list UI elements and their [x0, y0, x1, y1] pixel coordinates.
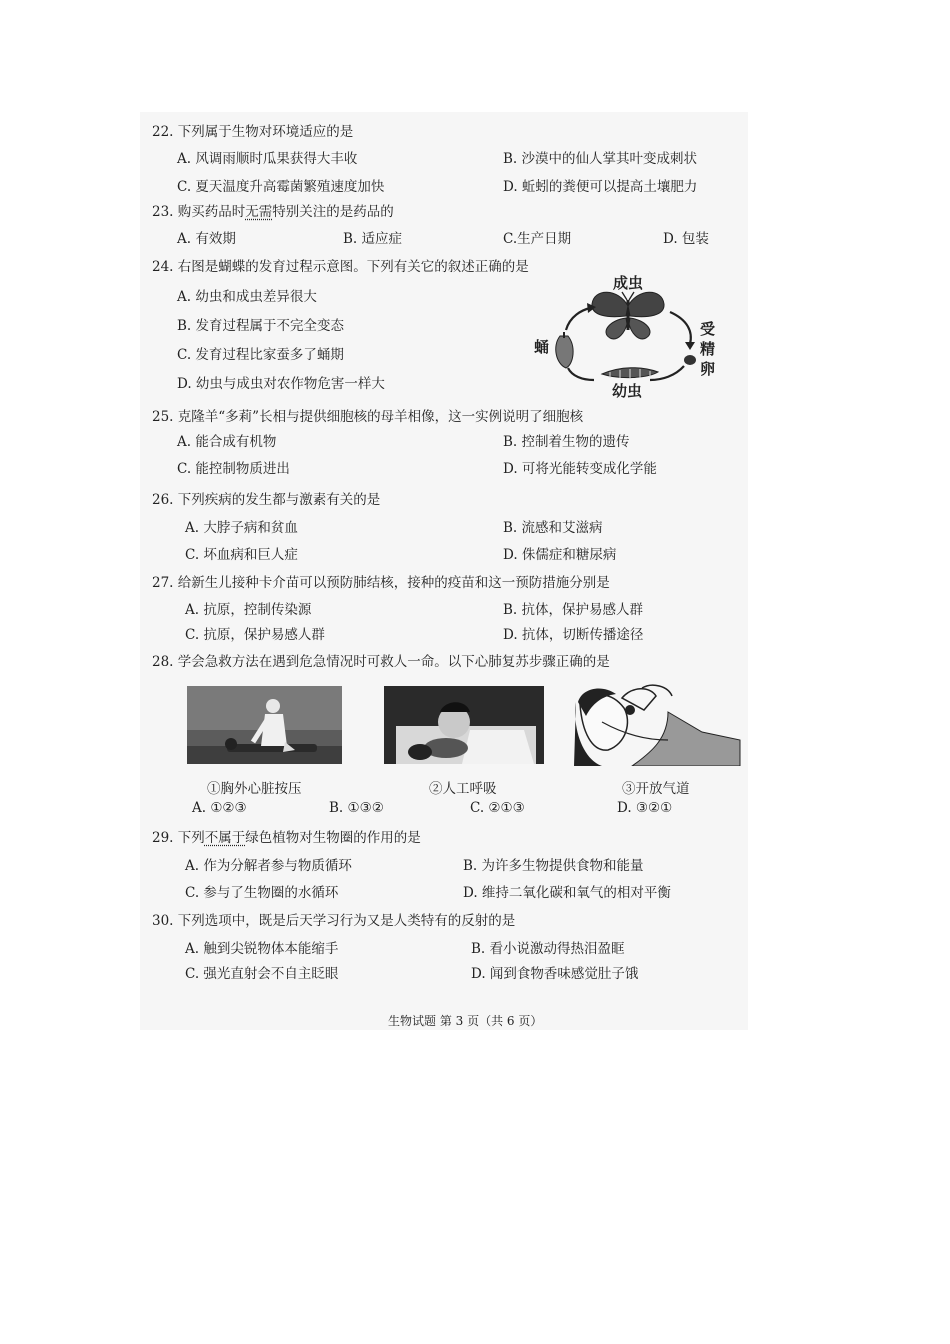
question-26-option-d: D. 侏儒症和糖尿病 [503, 547, 617, 563]
label-adult: 成虫 [613, 274, 644, 292]
question-29-option-b: B. 为许多生物提供食物和能量 [463, 858, 644, 874]
question-23-option-a: A. 有效期 [177, 231, 236, 247]
question-27-option-a: A. 抗原，控制传染源 [185, 602, 312, 618]
label-egg-1: 受 [700, 320, 716, 338]
caption-open-airway: ③开放气道 [622, 781, 690, 797]
question-24-option-b: B. 发育过程属于不完全变态 [177, 318, 345, 334]
label-larva: 幼虫 [612, 382, 643, 400]
question-28-stem: 28. 学会急救方法在遇到危急情况时可救人一命。以下心肺复苏步骤正确的是 [152, 654, 610, 670]
question-29-option-c: C. 参与了生物圈的水循环 [185, 885, 339, 901]
question-23-stem: 23. 购买药品时无需特别关注的是药品的 [152, 204, 394, 220]
question-22-option-d: D. 蚯蚓的粪便可以提高土壤肥力 [503, 179, 698, 195]
question-27-stem: 27. 给新生儿接种卡介苗可以预防肺结核，接种的疫苗和这一预防措施分别是 [152, 575, 610, 591]
question-27-option-b: B. 抗体，保护易感人群 [503, 602, 644, 618]
page-footer: 生物试题 第 3 页（共 6 页） [388, 1014, 543, 1028]
question-24-option-a: A. 幼虫和成虫差异很大 [177, 289, 317, 305]
caption-chest-compression: ①胸外心脏按压 [207, 781, 302, 797]
question-28-option-b: B. ①③② [329, 800, 384, 816]
question-28-option-a: A. ①②③ [192, 800, 247, 816]
label-egg-3: 卵 [700, 360, 716, 378]
question-29-stem: 29. 下列不属于绿色植物对生物圈的作用的是 [152, 830, 421, 846]
question-23-option-c: C.生产日期 [503, 231, 572, 247]
pupa-icon [556, 332, 573, 368]
question-23-option-b: B. 适应症 [343, 231, 403, 247]
question-25-option-d: D. 可将光能转变成化学能 [503, 461, 657, 477]
emphasis-marks: 无需 [245, 204, 273, 220]
question-23-option-d: D. 包装 [663, 231, 709, 247]
question-30-option-c: C. 强光直射会不自主眨眼 [185, 966, 339, 982]
question-22-option-b: B. 沙漠中的仙人掌其叶变成刺状 [503, 151, 698, 167]
question-29-option-d: D. 维持二氧化碳和氧气的相对平衡 [463, 885, 671, 901]
question-28-option-d: D. ③②① [617, 800, 673, 816]
question-30-stem: 30. 下列选项中，既是后天学习行为又是人类特有的反射的是 [152, 913, 516, 929]
question-30-option-d: D. 闻到食物香味感觉肚子饿 [471, 966, 639, 982]
label-pupa: 蛹 [534, 338, 550, 356]
egg-icon [684, 355, 696, 365]
question-25-option-a: A. 能合成有机物 [177, 434, 277, 450]
question-25-option-c: C. 能控制物质进出 [177, 461, 290, 477]
larva-icon [602, 368, 658, 378]
question-22-option-c: C. 夏天温度升高霉菌繁殖速度加快 [177, 179, 385, 195]
question-26-option-c: C. 坏血病和巨人症 [185, 547, 298, 563]
question-28-option-c: C. ②①③ [470, 800, 525, 816]
rescue-breathing-photo [384, 686, 544, 764]
caption-rescue-breathing: ②人工呼吸 [429, 781, 497, 797]
question-24-option-d: D. 幼虫与成虫对农作物危害一样大 [177, 376, 385, 392]
question-22-option-a: A. 风调雨顺时瓜果获得大丰收 [177, 151, 358, 167]
emphasis-marks: 不属于 [204, 830, 246, 846]
chest-compression-photo [187, 686, 342, 764]
question-25-stem: 25. 克隆羊“多莉”长相与提供细胞核的母羊相像，这一实例说明了细胞核 [152, 409, 584, 425]
label-egg-2: 精 [700, 340, 716, 358]
question-29-option-a: A. 作为分解者参与物质循环 [185, 858, 352, 874]
question-27-option-c: C. 抗原，保护易感人群 [185, 627, 325, 643]
question-26-option-b: B. 流感和艾滋病 [503, 520, 603, 536]
question-30-option-b: B. 看小说激动得热泪盈眶 [471, 941, 625, 957]
butterfly-lifecycle-diagram [530, 272, 725, 400]
question-26-option-a: A. 大脖子病和贫血 [185, 520, 298, 536]
open-airway-photo [572, 682, 742, 766]
question-24-option-c: C. 发育过程比家蚕多了蛹期 [177, 347, 344, 363]
butterfly-icon [592, 292, 664, 339]
question-22-stem: 22. 下列属于生物对环境适应的是 [152, 124, 354, 140]
question-26-stem: 26. 下列疾病的发生都与激素有关的是 [152, 492, 381, 508]
question-24-stem: 24. 右图是蝴蝶的发育过程示意图。下列有关它的叙述正确的是 [152, 259, 529, 275]
question-25-option-b: B. 控制着生物的遗传 [503, 434, 630, 450]
question-30-option-a: A. 触到尖锐物体本能缩手 [185, 941, 339, 957]
question-27-option-d: D. 抗体，切断传播途径 [503, 627, 644, 643]
